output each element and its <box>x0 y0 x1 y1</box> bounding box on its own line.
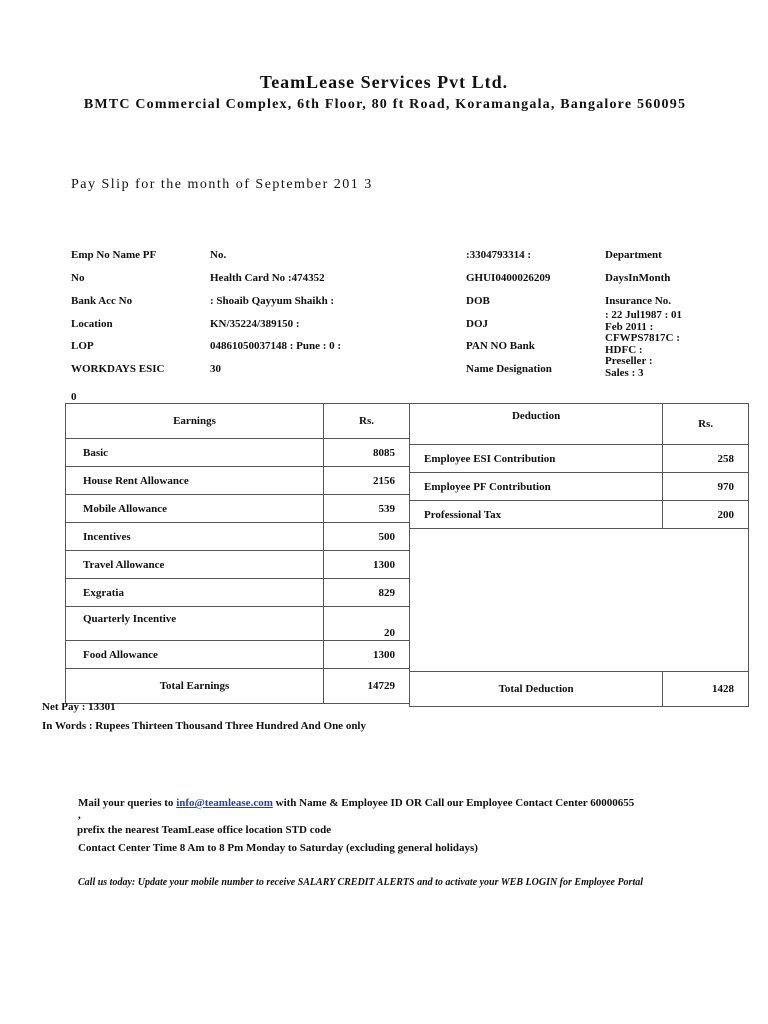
total-earnings-amount: 14729 <box>324 669 410 704</box>
company-address: BMTC Commercial Complex, 6th Floor, 80 ft Road, Koramangala, Bangalore 560095 <box>83 97 687 112</box>
info-c4-multi <box>605 310 682 379</box>
mail-suffix: with Name & Employee ID OR Call our Employee Contact Center 60000655 , <box>78 797 635 821</box>
info-c3-5: Name Designation <box>466 363 552 375</box>
deduction-label: Professional Tax <box>410 501 663 529</box>
blank-cell <box>410 529 749 672</box>
earning-label: Food Allowance <box>66 641 324 669</box>
table-row <box>66 607 410 641</box>
info-c2-1: Health Card No :474352 <box>210 272 325 284</box>
info-c1-4: LOP <box>71 340 94 352</box>
info-c1-6: 0 <box>71 391 77 403</box>
table-row <box>66 579 410 607</box>
deductions-total-row <box>410 672 749 707</box>
info-c4-m1: Feb 2011 : <box>605 320 654 333</box>
info-c2-5: 30 <box>210 363 221 375</box>
earning-label: Mobile Allowance <box>66 495 324 523</box>
prefix-line: prefix the nearest TeamLease office location STD code <box>77 824 332 836</box>
info-c1-2: Bank Acc No <box>71 295 133 307</box>
info-c3-0: :3304793314 : <box>466 249 532 261</box>
earnings-header-row <box>66 404 410 439</box>
info-c2-2: : Shoaib Qayyum Shaikh : <box>210 295 335 307</box>
total-earnings-label: Total Earnings <box>66 669 324 704</box>
deductions-header-amount: Rs. <box>663 404 749 445</box>
table-row <box>66 551 410 579</box>
earning-label: Incentives <box>66 523 324 551</box>
table-row <box>66 641 410 669</box>
deductions-header-row <box>410 404 749 445</box>
info-c4-2: Insurance No. <box>605 295 672 307</box>
info-c3-4: PAN NO Bank <box>466 340 535 352</box>
earning-label: Exgratia <box>66 579 324 607</box>
info-c2-3: KN/35224/389150 : <box>210 318 300 330</box>
earning-amount: 1300 <box>324 551 410 579</box>
earning-label: Quarterly Incentive <box>66 607 324 641</box>
table-row <box>66 467 410 495</box>
deductions-table <box>409 403 749 707</box>
payslip-title: Pay Slip for the month of September 201 3 <box>71 177 373 192</box>
earning-amount: 539 <box>324 495 410 523</box>
contact-time: Contact Center Time 8 Am to 8 Pm Monday to Saturday (excluding general holidays) <box>78 842 478 854</box>
earning-label: Basic <box>66 439 324 467</box>
earning-amount: 8085 <box>324 439 410 467</box>
company-name: TeamLease Services Pvt Ltd. <box>259 72 509 92</box>
info-c2-0: No. <box>210 249 227 261</box>
info-c1-5: WORKDAYS ESIC <box>71 363 165 375</box>
info-c3-3: DOJ <box>466 318 488 330</box>
earning-amount: 829 <box>324 579 410 607</box>
table-row <box>66 523 410 551</box>
table-row <box>410 473 749 501</box>
info-c4-m5: Sales : 3 <box>605 366 644 379</box>
info-c4-m0: : 22 Jul1987 : 01 <box>605 309 682 321</box>
earning-amount: 20 <box>324 607 410 641</box>
earnings-total-row <box>66 669 410 704</box>
info-c4-1: DaysInMonth <box>605 272 671 284</box>
total-deduction-label: Total Deduction <box>410 672 663 707</box>
info-c3-1: GHUI0400026209 <box>466 272 551 284</box>
info-c4-m2: CFWPS7817C : <box>605 332 680 344</box>
info-c1-1: No <box>71 272 85 284</box>
table-row <box>66 495 410 523</box>
earnings-table <box>65 403 410 704</box>
info-c3-2: DOB <box>466 295 490 307</box>
earnings-header-amount: Rs. <box>324 404 410 439</box>
deduction-amount: 258 <box>663 445 749 473</box>
total-deduction-amount: 1428 <box>663 672 749 707</box>
earning-amount: 500 <box>324 523 410 551</box>
earning-amount: 2156 <box>324 467 410 495</box>
email-link[interactable]: info@teamlease.com <box>176 797 273 809</box>
mail-prefix: Mail your queries to <box>78 797 177 809</box>
deductions-header-label: Deduction <box>410 404 663 445</box>
deduction-label: Employee PF Contribution <box>410 473 663 501</box>
deduction-label: Employee ESI Contribution <box>410 445 663 473</box>
table-row <box>66 439 410 467</box>
info-c4-m3: HDFC : <box>605 343 643 356</box>
info-c2-4: 04861050037148 : Pune : 0 : <box>210 340 342 352</box>
call-us-notice: Call us today: Update your mobile number to receive SALARY CREDIT ALERTS and to activate your WEB LOGIN for Employee Portal <box>78 877 644 888</box>
table-row <box>410 445 749 473</box>
net-pay: Net Pay : 13301 <box>42 701 116 713</box>
mail-queries <box>78 797 638 821</box>
deduction-amount: 200 <box>663 501 749 529</box>
earnings-header-label: Earnings <box>66 404 324 439</box>
info-c1-0: Emp No Name PF <box>71 249 157 261</box>
deductions-blank-area <box>410 529 749 672</box>
deduction-amount: 970 <box>663 473 749 501</box>
earning-label: Travel Allowance <box>66 551 324 579</box>
earning-amount: 1300 <box>324 641 410 669</box>
info-c1-3: Location <box>71 318 113 330</box>
earning-label: House Rent Allowance <box>66 467 324 495</box>
table-row <box>410 501 749 529</box>
info-c4-0: Department <box>605 249 662 261</box>
info-c4-m4: Preseller : <box>605 355 653 367</box>
net-pay-in-words: In Words : Rupees Thirteen Thousand Three Hundred And One only <box>42 720 366 732</box>
